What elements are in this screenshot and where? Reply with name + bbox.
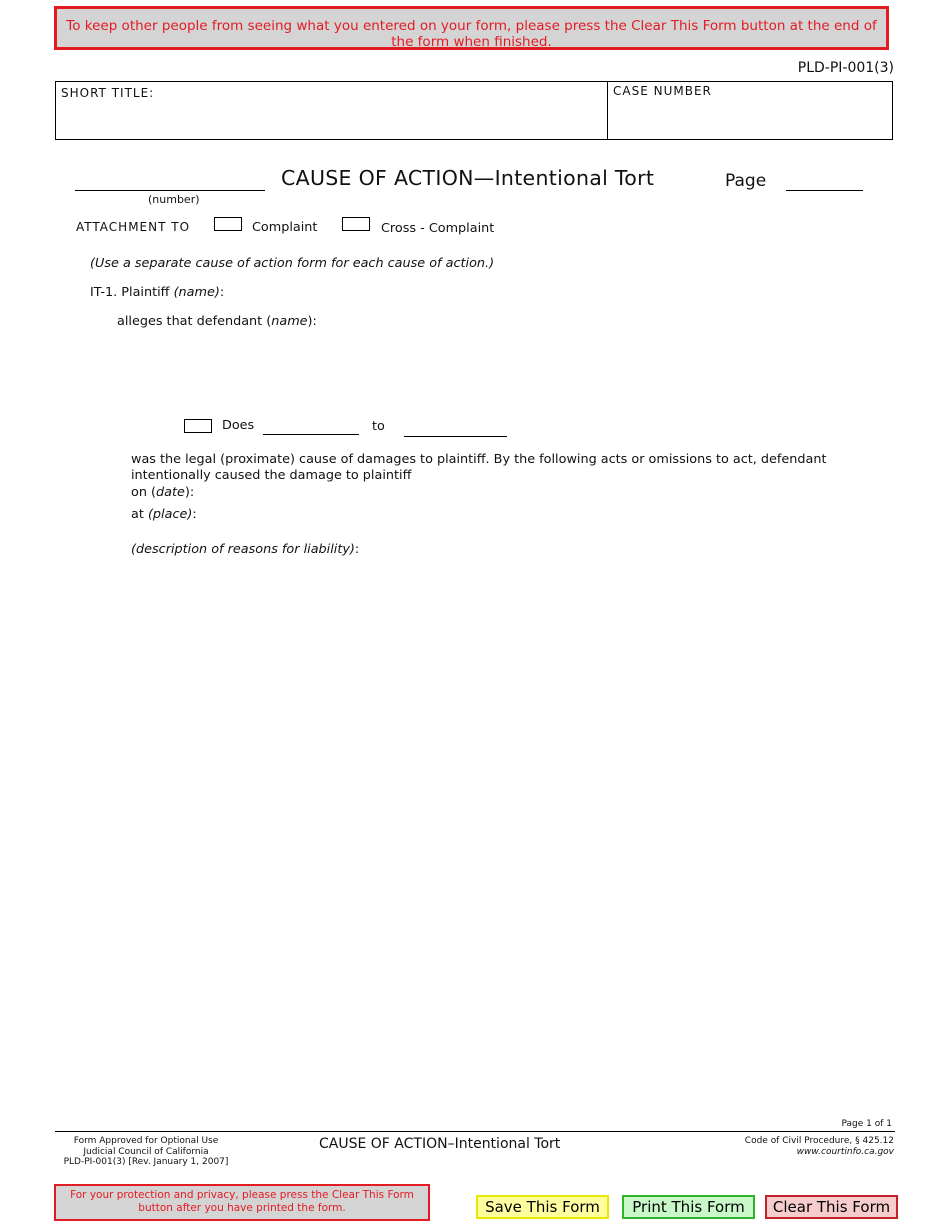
website-link: www.courtinfo.ca.gov xyxy=(796,1146,894,1157)
description-line xyxy=(131,542,359,557)
privacy-notice-top: To keep other people from seeing what you entered on your form, please press the Clear This Form button at the end of the form when finished. xyxy=(54,6,889,50)
place-line xyxy=(131,507,197,522)
plaintiff-name-hint: (name) xyxy=(173,285,220,300)
cause-number-field[interactable] xyxy=(75,190,265,191)
cross-complaint-label: Cross - Complaint xyxy=(381,221,495,236)
clear-form-button[interactable]: Clear This Form xyxy=(765,1195,898,1219)
approved-line-1: Form Approved for Optional Use xyxy=(73,1136,219,1146)
plaintiff-colon: : xyxy=(219,285,225,300)
page-label: Page xyxy=(725,171,767,191)
date-hint: date xyxy=(156,485,185,500)
legal-cause-text: was the legal (proximate) cause of damages to plaintiff. By the following acts or omissions to act, defendant intentionally caused the damage to plaintiff xyxy=(131,452,827,483)
description-suffix: : xyxy=(354,542,360,557)
approved-line-2: Judicial Council of California xyxy=(83,1146,209,1157)
place-hint: (place) xyxy=(147,507,193,522)
code-reference: Code of Civil Procedure, § 425.12 xyxy=(744,1136,894,1146)
plaintiff-name-field[interactable] xyxy=(225,282,885,302)
form-code: PLD-PI-001(3) xyxy=(797,60,894,76)
defendant-prefix: alleges that defendant ( xyxy=(117,314,272,329)
does-label: Does xyxy=(222,418,255,433)
attachment-label: ATTACHMENT TO xyxy=(76,220,191,234)
complaint-label: Complaint xyxy=(252,220,318,235)
date-prefix: on ( xyxy=(131,485,157,500)
footer-rule xyxy=(55,1131,895,1132)
defendant-suffix: ): xyxy=(307,314,317,329)
page-number-field[interactable] xyxy=(786,190,863,191)
code-block xyxy=(745,1136,894,1157)
short-title-label: SHORT TITLE: xyxy=(61,86,155,100)
does-checkbox[interactable] xyxy=(184,419,212,433)
save-form-button[interactable]: Save This Form xyxy=(476,1195,609,1219)
date-suffix: ): xyxy=(184,485,195,500)
plaintiff-prefix: IT-1. Plaintiff xyxy=(90,285,170,300)
form-title: CAUSE OF ACTION—Intentional Tort xyxy=(281,166,655,190)
page-of-label: Page 1 of 1 xyxy=(841,1119,892,1129)
does-to-field[interactable] xyxy=(404,436,507,437)
defendant-name-hint: name xyxy=(271,314,308,329)
place-prefix: at xyxy=(131,507,148,522)
case-number-label: CASE NUMBER xyxy=(613,84,712,98)
footer-title: CAUSE OF ACTION–Intentional Tort xyxy=(319,1136,561,1152)
print-form-button[interactable]: Print This Form xyxy=(622,1195,755,1219)
plaintiff-line xyxy=(90,285,224,300)
cross-complaint-checkbox[interactable] xyxy=(342,217,370,231)
defendant-name-field[interactable] xyxy=(117,334,887,404)
place-suffix: : xyxy=(192,507,197,522)
instruction-text: (Use a separate cause of action form for each cause of action.) xyxy=(90,256,495,271)
header-divider xyxy=(607,81,608,140)
description-field[interactable] xyxy=(131,562,886,1107)
date-field[interactable] xyxy=(195,483,885,501)
does-to-label: to xyxy=(372,419,385,434)
short-title-field[interactable] xyxy=(61,104,601,136)
date-line xyxy=(131,485,194,500)
description-hint: (description of reasons for liability) xyxy=(131,542,355,557)
case-number-field[interactable] xyxy=(613,102,888,136)
place-field[interactable] xyxy=(195,505,885,533)
does-from-field[interactable] xyxy=(263,434,359,435)
complaint-checkbox[interactable] xyxy=(214,217,242,231)
approved-line-3: PLD-PI-001(3) [Rev. January 1, 2007] xyxy=(63,1157,229,1167)
defendant-line xyxy=(117,314,317,329)
number-label: (number) xyxy=(148,193,200,206)
privacy-notice-bottom: For your protection and privacy, please press the Clear This Form button after you have printed the form. xyxy=(54,1184,430,1221)
approved-block xyxy=(57,1136,235,1168)
